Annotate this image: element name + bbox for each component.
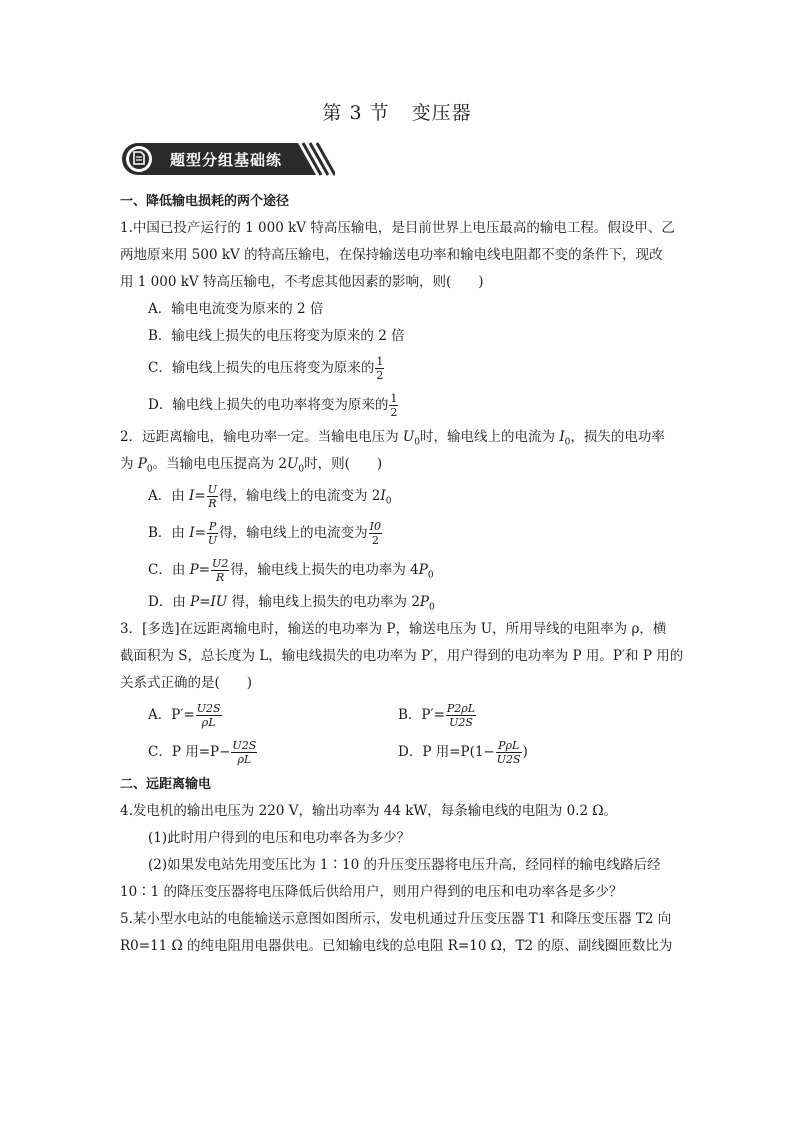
fraction: $\frac{1}{2}$ bbox=[376, 355, 384, 382]
sub: 0 bbox=[427, 570, 434, 581]
var: U2S bbox=[496, 753, 521, 766]
text: A．由 bbox=[148, 488, 185, 504]
q3-line-2: 截面积为 S，总长度为 L，输电线损失的电功率为 P′，用户得到的电功率为 P 用。P′和 P 用的 bbox=[120, 648, 684, 664]
section-banner bbox=[120, 140, 335, 178]
q2-option-c: C．由 P= $\frac{U2}{R}$ 得，输电线上损失的电功率为 $4P_0$ bbox=[148, 557, 434, 584]
text: B．P′= bbox=[398, 707, 445, 723]
var: I bbox=[189, 488, 195, 504]
q1-option-a: A．输电电流变为原来的 2 倍 bbox=[148, 301, 324, 317]
page-title bbox=[0, 98, 794, 125]
q2-option-a: A．由 I= $\frac{U}{R}$ 得，输电线上的电流变为 $2I_0$ bbox=[148, 483, 392, 510]
sub: 0 bbox=[414, 437, 421, 448]
q1-option-c-text: C．输电线上损失的电压将变为原来的 bbox=[148, 360, 375, 376]
sub: 0 bbox=[146, 464, 153, 475]
q3-option-c bbox=[148, 734, 398, 771]
q1-line-1: 1.中国已投产运行的 1 000 kV 特高压输电，是目前世界上电压最高的输电工程。假设甲、乙 bbox=[120, 220, 675, 236]
var: P bbox=[189, 562, 199, 578]
sub: 0 bbox=[564, 437, 571, 448]
q1-option-d bbox=[120, 387, 680, 424]
question-2 bbox=[120, 424, 680, 616]
q4-line-4: 10∶1 的降压变压器将电压降低后供给用户，则用户得到的电压和电功率各是多少？ bbox=[120, 884, 623, 900]
fraction bbox=[369, 520, 382, 547]
text: B．由 bbox=[148, 525, 185, 541]
q2-line-1 bbox=[120, 424, 680, 451]
q1-line-3: 用 1 000 kV 特高压输电，不考虑其他因素的影响，则( ) bbox=[120, 274, 484, 290]
var: R bbox=[216, 571, 225, 584]
text: ) bbox=[522, 744, 528, 760]
text: 2．远距离输电，输电功率一定。当输电电压为 bbox=[120, 429, 399, 445]
var: U2S bbox=[449, 716, 473, 729]
var: U bbox=[287, 456, 299, 472]
title-section: 第 3 节 bbox=[322, 102, 390, 124]
question-3 bbox=[120, 616, 684, 771]
var: U2S bbox=[196, 702, 221, 715]
var: P=IU bbox=[190, 594, 228, 610]
var: I bbox=[189, 525, 195, 541]
fraction bbox=[446, 702, 476, 729]
var: U2 bbox=[212, 557, 229, 570]
title-name: 变压器 bbox=[411, 102, 472, 124]
var: ρL bbox=[201, 716, 216, 729]
sub: 0 bbox=[429, 602, 435, 613]
q3-line-3: 关系式正确的是( ) bbox=[120, 675, 253, 691]
text: 。当输电电压提高为 2 bbox=[152, 456, 288, 472]
q5-line-2: R0=11 Ω 的纯电阻用电器供电。已知输电线的总电阻 R=10 Ω，T2 的原、副线圈匝数比为 bbox=[120, 938, 673, 954]
fraction bbox=[496, 739, 522, 766]
question-1 bbox=[120, 215, 680, 424]
fraction bbox=[207, 483, 218, 510]
text: 得，输电线上损失的电功率为 4 bbox=[230, 562, 419, 578]
sub: 0 bbox=[385, 496, 392, 507]
fraction: $\frac{1}{2}$ bbox=[390, 392, 398, 419]
q1-option-c bbox=[120, 350, 680, 387]
question-4 bbox=[120, 798, 680, 906]
var: ρL bbox=[237, 753, 252, 766]
fraction bbox=[196, 702, 222, 729]
section-heading-2: 二、远距离输电 bbox=[120, 777, 212, 792]
text: A．P′= bbox=[148, 707, 195, 723]
var: I bbox=[559, 429, 565, 445]
banner-book-icon bbox=[132, 150, 146, 166]
var: P bbox=[418, 562, 428, 578]
fraction bbox=[207, 520, 218, 547]
var: P2ρL bbox=[446, 702, 476, 715]
banner-label: 题型分组基础练 bbox=[170, 151, 283, 169]
q2-option-d bbox=[120, 589, 680, 616]
q2-option-b: B．由 I= $\frac{P}{U}$ 得，输电线上的电流变为 $\frac{I0}{2}$ bbox=[148, 520, 381, 547]
q1-option-d-text: D．输电线上损失的电功率将变为原来的 bbox=[148, 397, 389, 413]
text: 为 bbox=[120, 456, 134, 472]
text: ，损失的电功率 bbox=[570, 429, 665, 445]
q3-option-a bbox=[148, 697, 398, 734]
q3-options-ab bbox=[120, 697, 680, 734]
var: U2S bbox=[232, 739, 257, 752]
var: U bbox=[207, 534, 218, 547]
var: I0 bbox=[369, 520, 381, 533]
q4-line-1: 4.发电机的输出电压为 220 V，输出功率为 44 kW，每条输电线的电阻为 0.2 Ω。 bbox=[120, 803, 618, 819]
text: 得，输电线上的电流变为 bbox=[219, 525, 368, 541]
section-heading-1: 一、降低输电损耗的两个途径 bbox=[120, 194, 290, 209]
text: 时，则( ) bbox=[304, 456, 383, 472]
var: PρL bbox=[498, 739, 520, 752]
var: P bbox=[137, 456, 147, 472]
fraction bbox=[231, 739, 257, 766]
q4-line-3: (2)如果发电站先用变压比为 1∶10 的升压变压器将电压升高，经同样的输电线路后经 bbox=[148, 857, 661, 873]
var: I bbox=[380, 488, 386, 504]
q1-line-2: 两地原来用 500 kV 的特高压输电，在保持输送电功率和输电线电阻都不变的条件下，现改 bbox=[120, 247, 663, 263]
q3-line-1: 3．[多选]在远距离输电时，输送的电功率为 P，输送电压为 U，所用导线的电阻率为 ρ，横 bbox=[120, 621, 667, 637]
q4-line-2: (1)此时用户得到的电压和电功率各为多少？ bbox=[148, 830, 411, 846]
content bbox=[120, 188, 684, 960]
den: 2 bbox=[371, 534, 379, 547]
q2-line-2 bbox=[120, 451, 680, 478]
text: D．由 bbox=[148, 594, 186, 610]
text: C．由 bbox=[148, 562, 186, 578]
var: P bbox=[208, 520, 217, 533]
var: U bbox=[402, 429, 415, 445]
text: 时，输电线上的电流为 bbox=[420, 429, 556, 445]
var: R bbox=[208, 497, 217, 510]
fraction bbox=[211, 557, 229, 584]
q3-options-cd bbox=[120, 734, 680, 771]
var: U bbox=[207, 483, 217, 496]
q1-option-b: B．输电线上损失的电压将变为原来的 2 倍 bbox=[148, 328, 405, 344]
sub: 0 bbox=[298, 464, 305, 475]
text: C．P 用=P− bbox=[148, 744, 231, 760]
text: 得，输电线上的电流变为 2 bbox=[218, 488, 381, 504]
q3-option-b bbox=[398, 697, 648, 734]
question-5 bbox=[120, 906, 680, 960]
q3-option-d bbox=[398, 734, 648, 771]
text: D．P 用=P(1− bbox=[398, 744, 495, 760]
text: 得，输电线上损失的电功率为 2 bbox=[231, 594, 420, 610]
q5-line-1: 5.某小型水电站的电能输送示意图如图所示，发电机通过升压变压器 T1 和降压变压器 T2 向 bbox=[120, 911, 672, 927]
var: P bbox=[419, 594, 430, 610]
